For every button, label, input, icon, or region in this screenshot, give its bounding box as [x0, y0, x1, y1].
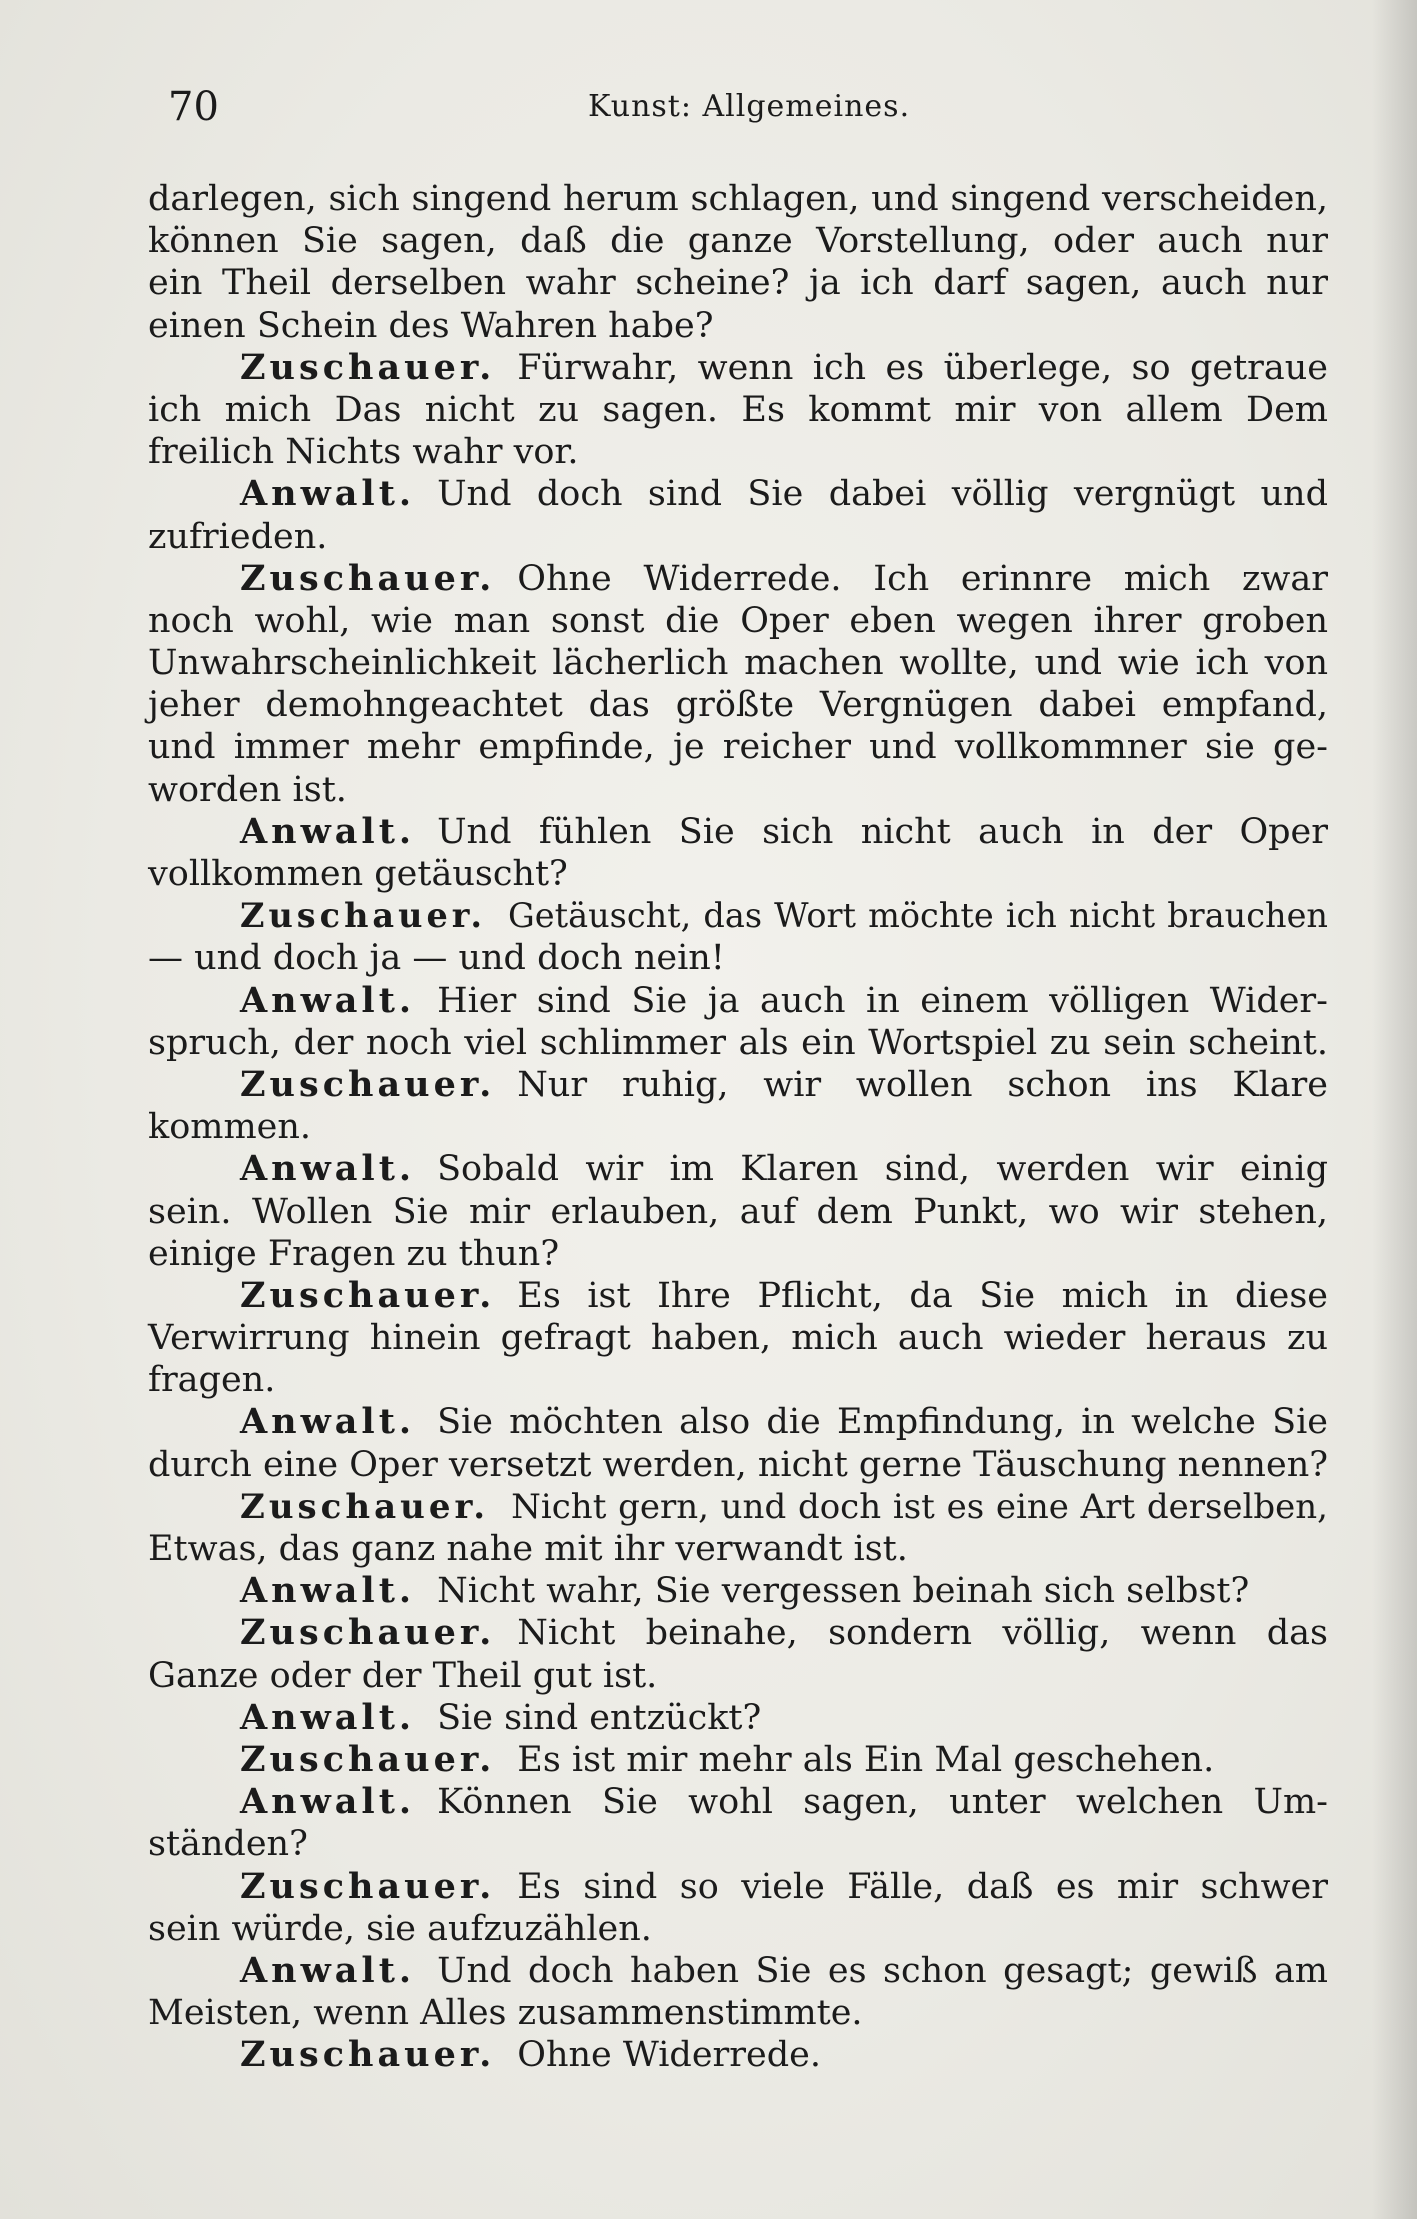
- line-text: Ohne Widerrede.: [517, 2035, 821, 2076]
- text-line: [148, 178, 1328, 220]
- text-line: [148, 347, 1328, 389]
- line-text: einen Schein des Wahren habe?: [148, 305, 714, 346]
- line-text: durch eine Oper versetzt werden, nicht gerne Täuschung nennen?: [148, 1444, 1328, 1485]
- speaker-name: Anwalt.: [240, 1949, 416, 1991]
- line-text: Sie sind entzückt?: [437, 1697, 762, 1738]
- line-text: Es ist Ihre Pflicht, da Sie mich in diese: [517, 1275, 1328, 1316]
- line-text: freilich Nichts wahr vor.: [148, 432, 579, 473]
- speaker-name: Zuschauer.: [240, 1865, 496, 1907]
- text-line: [148, 389, 1328, 431]
- text-line: [148, 811, 1328, 853]
- text-line: [148, 516, 1328, 558]
- text-line: [148, 684, 1328, 726]
- speaker-name: Anwalt.: [240, 1570, 416, 1612]
- text-line: [148, 937, 1328, 979]
- line-text: Sie möchten also die Empfindung, in welche Sie: [437, 1402, 1328, 1443]
- text-line: [148, 2034, 1328, 2076]
- body-text: [148, 178, 1328, 2076]
- page-edge-shadow: [1372, 0, 1417, 2219]
- line-text: Nicht beinahe, sondern völlig, wenn das: [517, 1613, 1328, 1654]
- text-line: [148, 1950, 1328, 1992]
- line-text: Nicht wahr, Sie vergessen beinah sich selbst?: [437, 1571, 1250, 1612]
- speaker-name: Zuschauer.: [240, 1486, 490, 1527]
- line-text: Es ist mir mehr als Ein Mal geschehen.: [517, 1739, 1215, 1780]
- text-line: [148, 1908, 1328, 1950]
- text-line: [148, 1233, 1328, 1275]
- line-text: Und doch haben Sie es schon gesagt; gewiß am: [437, 1950, 1328, 1991]
- text-line: [148, 1148, 1328, 1190]
- speaker-name: Zuschauer.: [240, 896, 487, 936]
- line-text: Etwas, das ganz nahe mit ihr verwandt ist.: [148, 1529, 908, 1569]
- line-text: einige Fragen zu thun?: [148, 1233, 560, 1274]
- speaker-name: Anwalt.: [240, 1401, 416, 1443]
- text-line: [148, 1275, 1328, 1317]
- text-line: [148, 1697, 1328, 1739]
- line-text: Verwirrung hinein gefragt haben, mich auch wieder heraus zu: [148, 1318, 1328, 1359]
- text-line: [148, 726, 1328, 768]
- text-line: [148, 1317, 1328, 1359]
- text-line: [148, 262, 1328, 304]
- line-text: sein. Wollen Sie mir erlauben, auf dem Punkt, wo wir stehen,: [148, 1191, 1328, 1232]
- text-line: [148, 1823, 1328, 1865]
- line-text: noch wohl, wie man sonst die Oper eben wegen ihrer groben: [148, 600, 1328, 641]
- line-text: ständen?: [148, 1824, 308, 1865]
- speaker-name: Zuschauer.: [240, 1274, 496, 1316]
- speaker-name: Anwalt.: [240, 1696, 416, 1738]
- line-text: ein Theil derselben wahr scheine? ja ich darf sagen, auch nur: [148, 263, 1328, 304]
- text-line: [148, 600, 1328, 642]
- speaker-name: Anwalt.: [240, 979, 416, 1021]
- speaker-name: Anwalt.: [240, 1781, 416, 1823]
- line-text: Ganze oder der Theil gut ist.: [148, 1655, 658, 1696]
- speaker-name: Anwalt.: [240, 473, 416, 515]
- text-line: [148, 558, 1328, 600]
- text-line: [148, 1739, 1328, 1781]
- line-text: Sobald wir im Klaren sind, werden wir einig: [437, 1149, 1328, 1190]
- speaker-name: Zuschauer.: [240, 2034, 496, 2076]
- text-line: [148, 1444, 1328, 1486]
- text-line: [148, 895, 1328, 937]
- line-text: Und fühlen Sie sich nicht auch in der Oper: [437, 811, 1328, 852]
- text-line: [148, 853, 1328, 895]
- text-line: [148, 1191, 1328, 1233]
- page-header: [168, 82, 1328, 132]
- line-text: sein würde, sie aufzuzählen.: [148, 1908, 652, 1949]
- page-number: 70: [168, 84, 219, 130]
- speaker-name: Zuschauer.: [240, 1612, 496, 1654]
- line-text: — und doch ja — und doch nein!: [148, 938, 725, 979]
- line-text: zufrieden.: [148, 516, 328, 557]
- text-line: [148, 1655, 1328, 1697]
- line-text: worden ist.: [148, 769, 347, 810]
- line-text: Und doch sind Sie dabei völlig vergnügt und: [437, 474, 1328, 515]
- speaker-name: Zuschauer.: [240, 1738, 496, 1780]
- text-line: [148, 1401, 1328, 1443]
- text-line: [148, 642, 1328, 684]
- line-text: Ohne Widerrede. Ich erinnre mich zwar: [517, 558, 1328, 599]
- line-text: Hier sind Sie ja auch in einem völligen Wider-: [437, 980, 1328, 1021]
- text-line: [148, 473, 1328, 515]
- line-text: kommen.: [148, 1107, 312, 1148]
- text-line: [148, 1528, 1328, 1570]
- speaker-name: Zuschauer.: [240, 346, 496, 388]
- running-head: Kunst: Allgemeines.: [588, 89, 911, 124]
- line-text: Unwahrscheinlichkeit lächerlich machen wollte, und wie ich von: [148, 643, 1328, 684]
- text-line: [148, 1486, 1328, 1528]
- text-line: [148, 1064, 1328, 1106]
- speaker-name: Zuschauer.: [240, 557, 496, 599]
- line-text: vollkommen getäuscht?: [148, 854, 568, 894]
- line-text: spruch, der noch viel schlimmer als ein Wortspiel zu sein scheint.: [148, 1022, 1328, 1063]
- text-line: [148, 1022, 1328, 1064]
- text-line: [148, 431, 1328, 473]
- line-text: ich mich Das nicht zu sagen. Es kommt mir von allem Dem: [148, 389, 1328, 430]
- text-line: [148, 1570, 1328, 1612]
- line-text: Meisten, wenn Alles zusammenstimmte.: [148, 1993, 863, 2034]
- speaker-name: Zuschauer.: [240, 1063, 496, 1105]
- text-line: [148, 1866, 1328, 1908]
- text-line: [148, 220, 1328, 262]
- line-text: Getäuscht, das Wort möchte ich nicht brauchen: [508, 896, 1328, 936]
- speaker-name: Anwalt.: [240, 1148, 416, 1190]
- line-text: Nicht gern, und doch ist es eine Art derselben,: [511, 1486, 1328, 1527]
- text-line: [148, 1612, 1328, 1654]
- line-text: darlegen, sich singend herum schlagen, und singend verscheiden,: [148, 179, 1328, 219]
- text-line: [148, 1106, 1328, 1148]
- text-line: [148, 769, 1328, 811]
- text-line: [148, 1992, 1328, 2034]
- line-text: und immer mehr empfinde, je reicher und vollkommner sie ge-: [148, 727, 1328, 768]
- line-text: können Sie sagen, daß die ganze Vorstellung, oder auch nur: [148, 221, 1328, 262]
- text-line: [148, 1359, 1328, 1401]
- line-text: fragen.: [148, 1360, 276, 1401]
- text-line: [148, 980, 1328, 1022]
- line-text: Können Sie wohl sagen, unter welchen Um-: [437, 1782, 1328, 1823]
- line-text: Es sind so viele Fälle, daß es mir schwer: [517, 1866, 1328, 1907]
- text-line: [148, 1781, 1328, 1823]
- line-text: Nur ruhig, wir wollen schon ins Klare: [517, 1064, 1328, 1105]
- speaker-name: Anwalt.: [240, 810, 416, 852]
- line-text: Fürwahr, wenn ich es überlege, so getraue: [517, 347, 1328, 388]
- line-text: jeher demohngeachtet das größte Vergnügen dabei empfand,: [148, 685, 1328, 726]
- text-line: [148, 305, 1328, 347]
